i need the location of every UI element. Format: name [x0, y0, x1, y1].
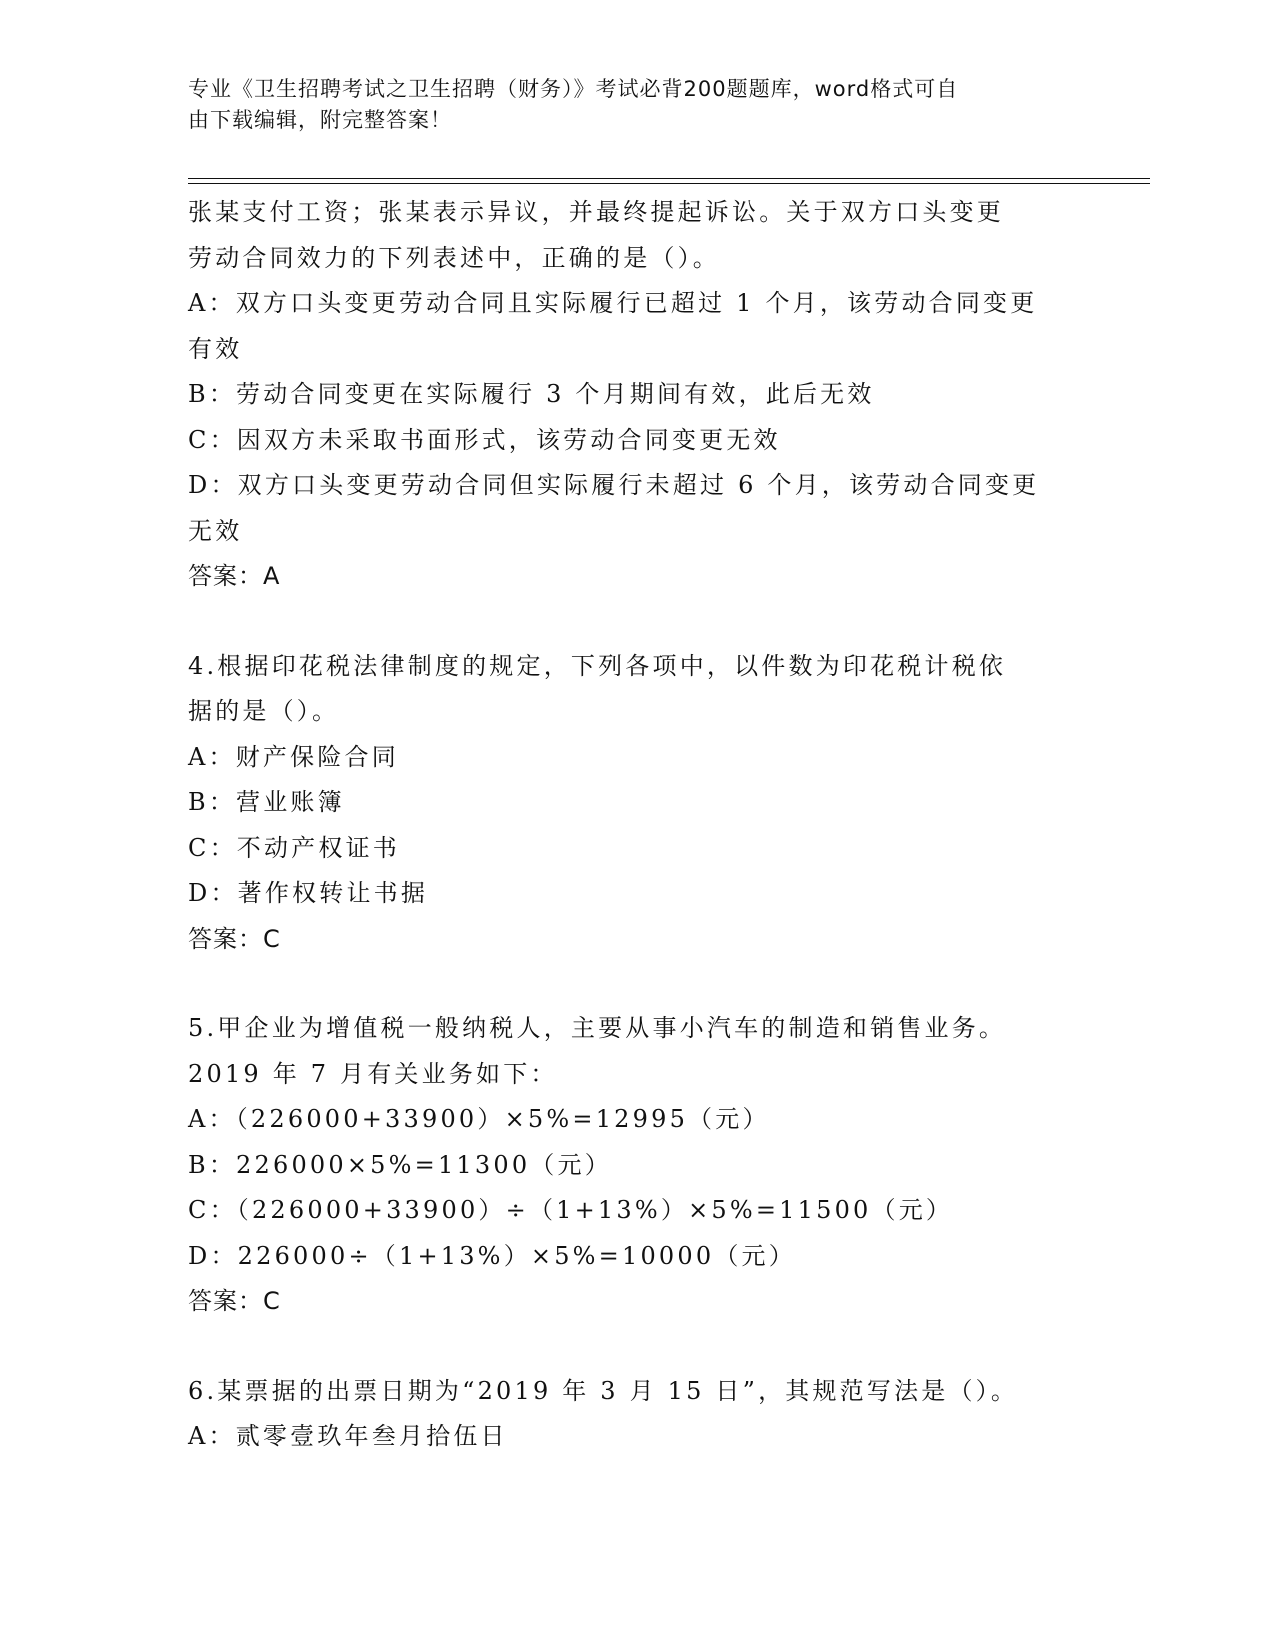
question-block: [188, 1006, 1068, 1325]
question-block: [188, 1369, 1068, 1460]
spacer: [188, 1325, 1068, 1369]
question-line: 劳动合同效力的下列表述中，正确的是（）。: [188, 243, 720, 272]
option-d: D：著作权转让书据: [188, 879, 429, 907]
answer-label: 答案：A: [188, 562, 281, 590]
option-d: D：226000÷（1+13%）×5%=10000（元）: [188, 1241, 796, 1270]
spacer: [188, 962, 1068, 1006]
option-a: A：（226000+33900）×5%=12995（元）: [188, 1105, 770, 1133]
spacer: [188, 600, 1068, 644]
option-c: C：（226000+33900）÷（1+13%）×5%=11500（元）: [188, 1196, 954, 1224]
header-divider: [188, 178, 1150, 184]
option-a: A：财产保险合同: [188, 742, 399, 771]
question-line: 4.根据印花税法律制度的规定，下列各项中，以件数为印花税计税依: [188, 651, 1007, 680]
header-line-2: 由下载编辑，附完整答案！: [188, 108, 452, 132]
option-d-continued: 无效: [188, 516, 243, 545]
question-list: [188, 190, 1068, 1460]
option-b: B：226000×5%=11300（元）: [188, 1150, 612, 1179]
question-line: 据的是（）。: [188, 697, 340, 725]
question-block: [188, 190, 1068, 600]
option-c: C：因双方未采取书面形式，该劳动合同变更无效: [188, 425, 781, 454]
question-line: 6.某票据的出票日期为“2019 年 3 月 15 日”，其规范写法是（）。: [188, 1376, 1019, 1405]
question-line: 张某支付工资；张某表示异议，并最终提起诉讼。关于双方口头变更: [188, 198, 1004, 226]
header-line-1: 专业《卫生招聘考试之卫生招聘（财务）》考试必背200题题库，word格式可自: [188, 77, 959, 101]
option-b: B：劳动合同变更在实际履行 3 个月期间有效，此后无效: [188, 380, 875, 408]
option-a-continued: 有效: [188, 334, 243, 363]
option-d: D：双方口头变更劳动合同但实际履行未超过 6 个月，该劳动合同变更: [188, 471, 1040, 499]
option-a: A：双方口头变更劳动合同且实际履行已超过 1 个月，该劳动合同变更: [188, 289, 1038, 317]
question-line: 5.甲企业为增值税一般纳税人，主要从事小汽车的制造和销售业务。: [188, 1014, 1007, 1042]
question-line: 2019 年 7 月有关业务如下：: [188, 1059, 558, 1088]
option-a: A：贰零壹玖年叁月拾伍日: [188, 1422, 508, 1450]
question-block: [188, 644, 1068, 963]
answer-label: 答案：C: [188, 924, 281, 953]
answer-label: 答案：C: [188, 1287, 281, 1315]
option-b: B：营业账簿: [188, 788, 345, 816]
option-c: C：不动产权证书: [188, 833, 400, 862]
document-header: [188, 74, 1068, 136]
